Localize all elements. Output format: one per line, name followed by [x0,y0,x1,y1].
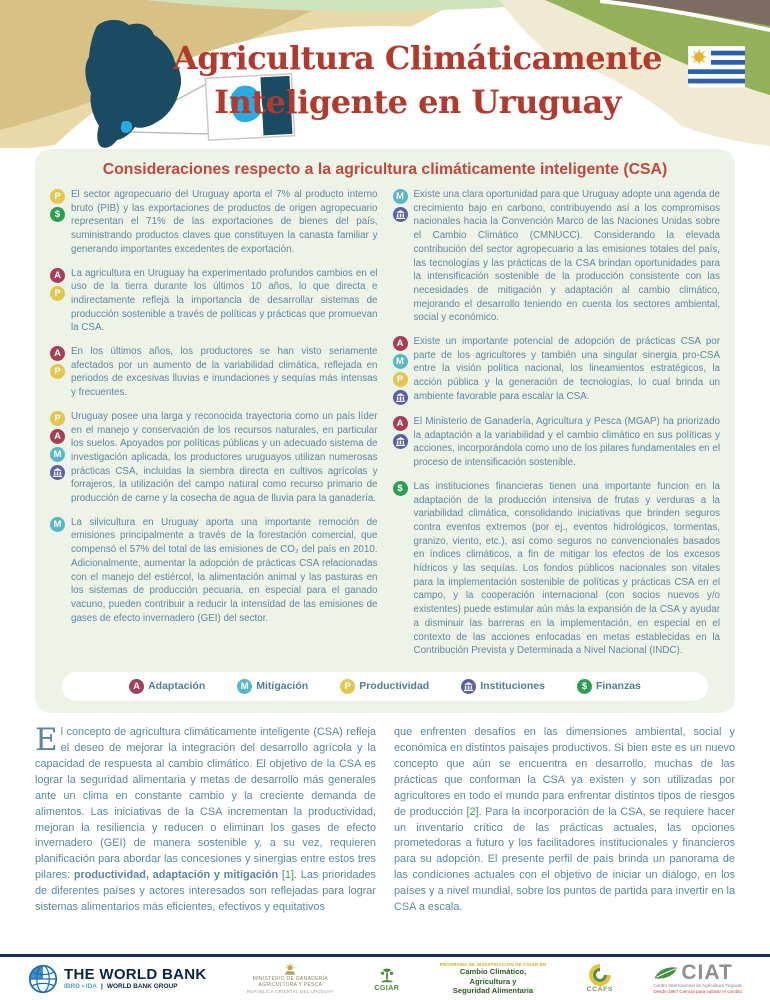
drop-cap: E [35,721,58,758]
institutions-icon [393,207,408,222]
body-paragraph-right: que enfrenten desafíos en las dimensiones ambiental, social y económica en distintos paisajes productivos. Si bien este es un nuevo concepto que aún se encuentra en desarrollo, muchas de las prácticas que conforman la CSA ya existen y son utilizadas por agricultores en todo el mundo para enfrentar distintos tipos de riesgos de producción [2]. Para la incorporación de la CSA, se requiere hacer un inventario crítico de las prácticas actuales, las opciones prometedoras a futuro y los facilitadores institucionales y financieros para su adopción. El presente perfil de país brinda un panorama de las condiciones actuales con el objetivo de iniciar un diálogo, en los países y a nivel mundial, sobre los puntos de partida para invertir en la CSA a escala. [394,725,735,914]
page-title [160,36,675,124]
ccafs-acronym: CCAFS [586,985,613,993]
ciat-acronym: CIAT [681,961,733,985]
institutions-icon [393,390,408,405]
mgap-line3: REPÚBLICA ORIENTAL DEL URUGUAY [246,988,334,994]
csa-heading: Consideraciones respecto a la agricultura climáticamente inteligente (CSA) [102,161,668,178]
bullet-text: La agricultura en Uruguay ha experimentado profundos cambios en el uso de la tierra durante los últimos 10 años, lo que directa e indirectamente refleja la importancia de desarrollar sistemas de producción sostenible a través de políticas y prácticas que promuevan la CSA. [71,267,378,334]
bullet-text: Las instituciones financieras tienen una importante funcion en la adaptación de la producción intensiva de frutas y verduras a la variabilidad climática, consolidando iniciativas que brinden seguros contra eventos extremos (por ej., eventos hidrológicos, tormentas, granizo, viento, etc.), así como seguros no convencionales basados en índices climáticos, a fin de mitigar los efectos de los excesos hídricos y las sequías. Los fondos públicos nacionales son vitales para la implementación sostenible de políticas y prácticas CSA en el campo, y la cooperación internacional (con socios nuevos y/o existentes) puede estimular aún más la expansión de la CSA y ayudar a disminuir las barreras en la implementación, en especial en el contexto de las acciones enfocadas en metas establecidas en la Contribución Prevista y Determinada a Nivel Nacional (INDC). [413,480,720,657]
bullet-text: El Ministerio de Ganadería, Agricultura y Pesca (MGAP) ha priorizado la adaptación a la variabilidad y el cambio climático en sus políticas y acciones, incorporándola como uno de los pilares fundamentales en el proceso de intensificación sostenible. [413,416,720,469]
adaptation-icon: A [50,429,65,444]
reference-1: [1] [278,869,295,882]
partner-logos-footer [0,954,770,1000]
world-bank-name: THE WORLD BANK [64,965,207,983]
csa-bullet [393,415,721,470]
leaf-icon [653,966,679,980]
legend-label: Mitigación [256,680,309,693]
finance-icon: $ [577,679,592,694]
csa-bullet [50,267,378,336]
institutions-icon [393,434,408,449]
ciat-logo [653,962,742,994]
page-title-line1: Agricultura Climáticamente [172,39,663,77]
bullet-text: Existe un importante potencial de adopción de prácticas CSA por parte de los agricultores y también una singular sinergia pro-CSA entre la visión política nacional, los lineamientos estratégicos, la acción pública y la generación de tecnologías, lo cual brinda un ambiente favorable para escalar la CSA. [413,336,720,402]
ccafs-ring-icon [589,964,611,986]
page-header [0,0,770,145]
finance-icon: $ [50,207,65,222]
legend-item-mitigacion [237,679,308,694]
productivity-icon: P [340,679,355,694]
cgiar-logo [374,966,399,992]
legend-label: Productividad [359,680,430,693]
legend-label: Adaptación [148,680,206,693]
csa-bullet [393,188,721,325]
ccafs-program-text [440,962,547,995]
csa-considerations-box [35,149,735,713]
legend-label: Finanzas [595,680,641,693]
ccafs-program-line: PROGRAMA DE INVESTIGACIÓN DE CGIAR EN [439,962,547,968]
adaptation-icon: A [50,268,65,283]
mitigation-icon: M [393,189,408,204]
csa-bullet [393,480,721,658]
productivity-icon: P [393,372,408,387]
ccafs-line3: Seguridad Alimentaria [452,985,534,995]
reference-2: [2] [466,805,479,818]
tree-icon [378,966,396,984]
mgap-line1: MINISTERIO DE GANADERÍA [252,976,329,983]
world-bank-logo [28,964,207,994]
adaptation-icon: A [393,336,408,351]
csa-bullet [50,410,378,506]
legend-item-productividad [340,679,429,694]
mitigation-icon: M [50,517,65,532]
mitigation-icon: M [237,679,252,694]
csa-bullet [50,516,378,626]
csa-bullet [393,335,721,405]
legend-item-finanzas [577,679,641,694]
globe-icon [28,964,58,994]
ciat-full-name: Centro Internacional de Agricultura Tropical [653,983,742,989]
institutions-icon [50,465,65,480]
mitigation-icon: M [393,354,408,369]
bullet-text: El sector agropecuario del Uruguay aporta el 7% al producto interno bruto (PIB) y las exportaciones de productos de origen agropecuario representan el 71% de las exportaciones de bienes del país, suministrando productos claves que constituyen la canasta familiar y generando importantes excedentes de exportación. [71,189,378,255]
productivity-icon: P [50,411,65,426]
productivity-icon: P [50,189,65,204]
csa-legend [62,672,708,701]
body-paragraph-left: El concepto de agricultura climáticamente inteligente (CSA) refleja el deseo de mejorar la integración del desarrollo agrícola y la capacidad de respuesta al cambio climático. El objetivo de la CSA es lograr la seguridad alimentaria y metas de desarrollo más generales ante un clima en constante cambio y la creciente demanda de alimentos. Las iniciativas de la CSA incrementan la productividad, mejoran la resiliencia y reducen o eliminan los gases de efecto invernadero (GEI) de manera sostenible y, a su vez, requieren planificación para abordar las concesiones y sinergias entre estos tres pilares: productividad, adaptación y mitigación [1]. Las prioridades de diferentes países y actores interesados son reflejadas para lograr sistemas alimentarios más eficientes, efectivos y equitativos [35,721,376,914]
bullet-text: La silvicultura en Uruguay aporta una importante remoción de emisiones principalmente a través de la forestación comercial, que compensó el 57% del total de las emisiones de CO₂ del país en 2010. Adicionalmente, aumentar la adopción de prácticas CSA relacionadas con el manejo del estiércol, la alimentación animal y las pasturas en los sistemas de producción pecuaria, en especial para el ganado vacuno, pueden contribuir a reducir la intensidad de las emisiones de gases de efecto invernadero (GEI) del sector. [71,516,378,624]
legend-label: Instituciones [480,680,545,693]
mitigation-icon: M [50,447,65,462]
bullet-column-left [50,188,378,668]
ibrd-ida-label: IBRD • IDA [64,982,97,990]
pillars-bold-phrase: productividad, adaptación y mitigación [73,869,279,882]
bullet-text: Existe una clara oportunidad para que Uruguay adopte una agenda de crecimiento bajo en carbono, contribuyendo así a los compromisos nacionales hacia la Convención Marco de las Naciones Unidas sobre el Cambio Climático (CMNUCC). Considerando la elevada contribución del sector agropecuario a las emisiones totales del país, las tecnologías y las prácticas de la CSA brindan oportunidades para la intensificación sostenible de la producción consistente con las necesidades de mitigación y adaptación al cambio climático, mejorando el desarrollo teniendo en cuenta los sectores ambiental, social y económico. [413,189,720,324]
productivity-icon: P [50,364,65,379]
institutions-icon [461,679,476,694]
uruguay-flag-icon [688,46,745,88]
csa-bullet [50,188,378,257]
csa-bullet [50,345,378,400]
bullet-text: En los últimos años, los productores se han visto seriamente afectados por un aumento de la variabilidad climática, reflejada en periodos de excesivas lluvias e inundaciones y sequías más intensas y frecuentes. [71,346,378,399]
bullet-text: Uruguay posee una larga y reconocida trayectoria como un país líder en el manejo y conservación de los recursos naturales, en particular los suelos. Apoyados por políticas públicas y un adecuado sistema de investigación aplicada, los productores uruguayos utilizan numerosas prácticas CSA, incluidas la siembra directa en cultivos agrícolas y forrajeros, la utilización del campo natural como recurso primario de producción de carne y la cosecha de agua de lluvia para la ganadería. [71,410,378,505]
adaptation-icon: A [393,416,408,431]
mgap-line2: AGRICULTURA Y PESCA [258,982,323,989]
cgiar-label: CGIAR [374,984,400,992]
bullet-column-right [393,188,721,668]
ccafs-line1: Cambio Climático, [459,967,527,977]
legend-item-adaptacion [129,679,205,694]
adaptation-icon: A [50,346,65,361]
mgap-logo [247,963,334,994]
ciat-tagline: Desde 1967 Ciencia para cultivar el cambio [653,989,742,994]
world-bank-group-label: WORLD BANK GROUP [106,982,178,990]
crest-icon [283,963,297,976]
page-title-line2: Inteligente en Uruguay [214,83,621,122]
finance-icon: $ [393,481,408,496]
divider: | [100,982,103,990]
legend-item-instituciones [461,679,545,694]
ccafs-logo [587,964,613,994]
adaptation-icon: A [129,679,144,694]
productivity-icon: P [50,286,65,301]
ccafs-line2: Agricultura y [469,976,517,986]
intro-section [0,713,770,916]
